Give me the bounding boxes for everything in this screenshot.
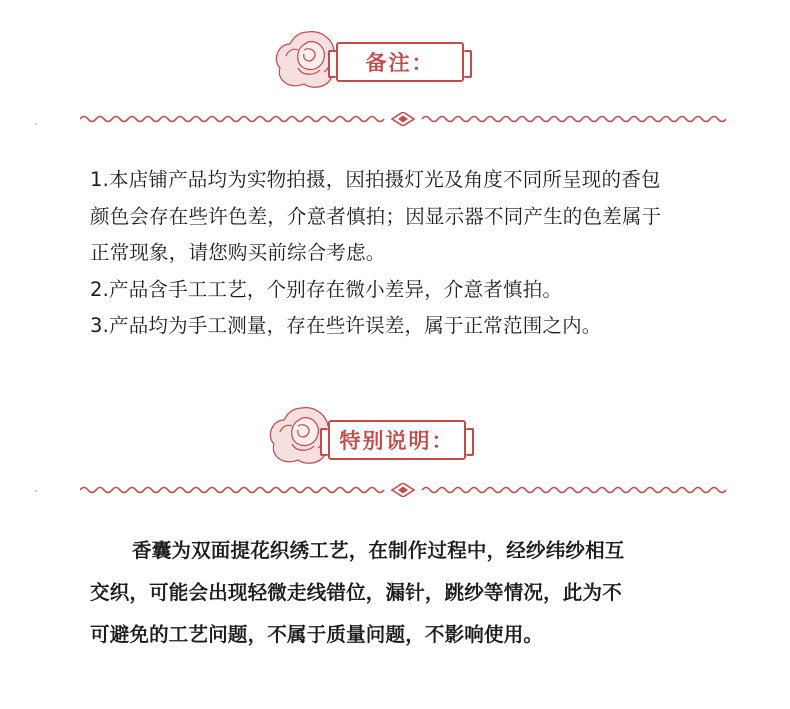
wave-divider [80, 112, 726, 126]
section1-line-4: 2.产品含手工工艺，个别存在微小差异，介意者慎拍。 [90, 277, 563, 301]
wave-divider [80, 483, 726, 497]
section1-title-box [336, 42, 464, 82]
section2-line-1: 香囊为双面提花织绣工艺，在制作过程中，经纱纬纱相互 [132, 539, 625, 562]
section2-line-2: 交织，可能会出现轻微走线错位，漏针，跳纱等情况，此为不 [90, 581, 622, 604]
section1-line-1: 1.本店铺产品均为实物拍摄，因拍摄灯光及角度不同所呈现的香包 [90, 168, 661, 191]
section1-body [90, 162, 661, 345]
section2-line-3: 可避免的工艺问题，不属于质量问题，不影响使用。 [90, 623, 544, 646]
section2-header [0, 404, 790, 474]
section2-body [90, 530, 625, 656]
section1-line-2: 颜色会存在些许色差，介意者慎拍；因显示器不同产生的色差属于 [90, 204, 662, 228]
section2-title: 特别说明： [339, 429, 455, 453]
section1-header [0, 28, 790, 98]
section1-line-3: 正常现象，请您购买前综合考虑。 [90, 241, 386, 264]
dot-marker [35, 123, 37, 125]
dot-marker [35, 490, 37, 492]
section2-title-box [328, 420, 466, 460]
section1-line-5: 3.产品均为手工测量，存在些许误差，属于正常范围之内。 [90, 314, 602, 337]
section1-title: 备注： [365, 51, 435, 75]
